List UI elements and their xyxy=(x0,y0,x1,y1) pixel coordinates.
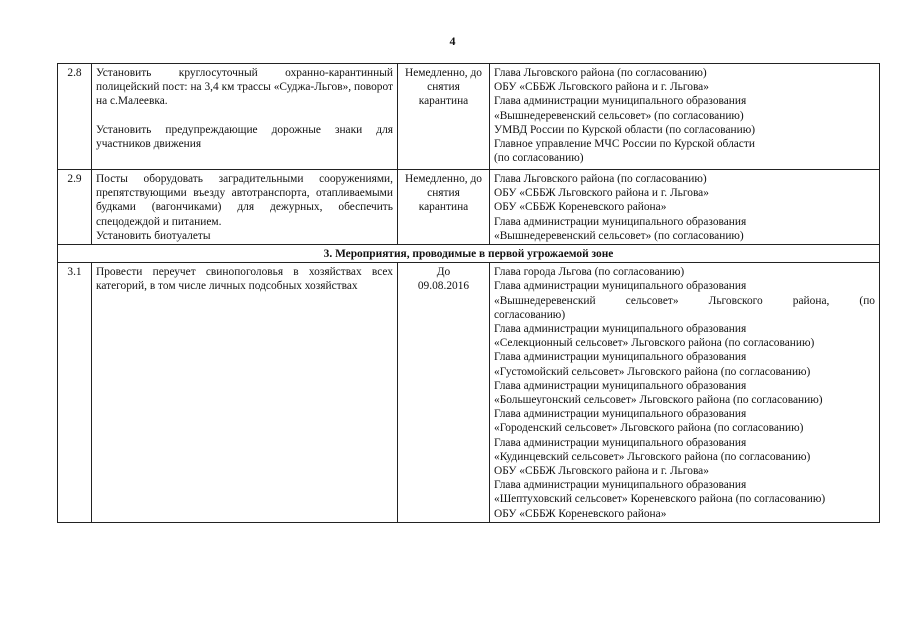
responsible-line: Глава администрации муниципального образования xyxy=(494,351,747,364)
responsible-line: ОБУ «СББЖ Льговского района и г. Льгова» xyxy=(494,465,709,478)
responsible-line: «Городенский сельсовет» Льговского района (по согласованию) xyxy=(494,422,804,435)
responsible-line: согласованию) xyxy=(494,308,566,321)
responsible-line: Глава администрации муниципального образования xyxy=(494,323,747,336)
responsible-line: (по согласованию) xyxy=(494,152,584,165)
responsible-line: Глава администрации муниципального образования xyxy=(494,280,747,293)
responsible-line: «Большеугонский сельсовет» Льговского района (по согласованию) xyxy=(494,394,823,407)
responsible-line: Глава администрации муниципального образования xyxy=(494,215,747,228)
action-text: Посты оборудовать заградительными сооружениями, препятствующими въезду автотранспорта, отапливаемыми будками (вагончиками) для дежурных, обеспечить спецодеждой и питанием. xyxy=(96,173,393,228)
table-row xyxy=(58,64,880,170)
responsible-line: Глава администрации муниципального образования xyxy=(494,95,747,108)
deadline-label: До xyxy=(436,266,451,279)
action-cell xyxy=(92,64,398,170)
responsible-line: УМВД России по Курской области (по согласованию) xyxy=(494,123,756,136)
deadline-date: 09.08.2016 xyxy=(417,280,470,293)
deadline-cell: Немедленно, до снятия карантина xyxy=(398,170,490,245)
responsible-cell xyxy=(490,263,880,523)
responsible-line: «Селекционный сельсовет» Льговского района (по согласованию) xyxy=(494,337,815,350)
responsible-line: Глава администрации муниципального образования xyxy=(494,436,747,449)
responsible-line: «Кудинцевский сельсовет» Льговского района (по согласованию) xyxy=(494,450,811,463)
action-text: Установить биотуалеты xyxy=(96,229,211,242)
responsible-line: ОБУ «СББЖ Льговского района и г. Льгова» xyxy=(494,187,709,200)
responsible-line: Глава города Льгова (по согласованию) xyxy=(494,266,685,279)
responsible-line: Глава администрации муниципального образования xyxy=(494,408,747,421)
action-text: Провести переучет свинопоголовья в хозяйствах всех категорий, в том числе личных подсобных хозяйствах xyxy=(96,266,393,293)
responsible-line: «Густомойский сельсовет» Льговского района (по согласованию) xyxy=(494,365,811,378)
action-cell xyxy=(92,263,398,523)
responsible-line: ОБУ «СББЖ Кореневского района» xyxy=(494,201,667,214)
section-heading: 3. Мероприятия, проводимые в первой угрожаемой зоне xyxy=(58,245,880,263)
responsible-cell xyxy=(490,170,880,245)
responsible-line: «Шептуховский сельсовет» Кореневского района (по согласованию) xyxy=(494,493,826,506)
responsible-line: Глава Льговского района (по согласованию) xyxy=(494,67,707,79)
action-text: Установить круглосуточный охранно-карантинный полицейский пост: на 3,4 км трассы «Суджа-Льгов», поворот на с.Малеевка. xyxy=(96,67,393,108)
table-row xyxy=(58,263,880,523)
deadline-cell: Немедленно, до снятия карантина xyxy=(398,64,490,170)
action-cell xyxy=(92,170,398,245)
responsible-cell xyxy=(490,64,880,170)
responsible-line: ОБУ «СББЖ Льговского района и г. Льгова» xyxy=(494,81,709,94)
deadline-cell xyxy=(398,263,490,523)
responsible-line: «Вышнедеревенский сельсовет» (по согласованию) xyxy=(494,109,744,122)
section-row xyxy=(58,245,880,263)
measures-table xyxy=(57,63,880,523)
row-number: 2.8 xyxy=(58,64,92,170)
responsible-line: Глава администрации муниципального образования xyxy=(494,379,747,392)
row-number: 3.1 xyxy=(58,263,92,523)
row-number: 2.9 xyxy=(58,170,92,245)
responsible-line: Глава администрации муниципального образования xyxy=(494,479,747,492)
action-text: Установить предупреждающие дорожные знаки для участников движения xyxy=(96,123,393,150)
responsible-line: «Вышнедеревенский сельсовет» Льговского района, (по xyxy=(494,294,875,307)
page-number: 4 xyxy=(449,34,456,48)
responsible-line: «Вышнедеревенский сельсовет» (по согласованию) xyxy=(494,229,744,242)
responsible-line: ОБУ «СББЖ Кореневского района» xyxy=(494,507,667,520)
table-row xyxy=(58,170,880,245)
responsible-line: Глава Льговского района (по согласованию) xyxy=(494,173,707,185)
responsible-line: Главное управление МЧС России по Курской области xyxy=(494,138,755,151)
